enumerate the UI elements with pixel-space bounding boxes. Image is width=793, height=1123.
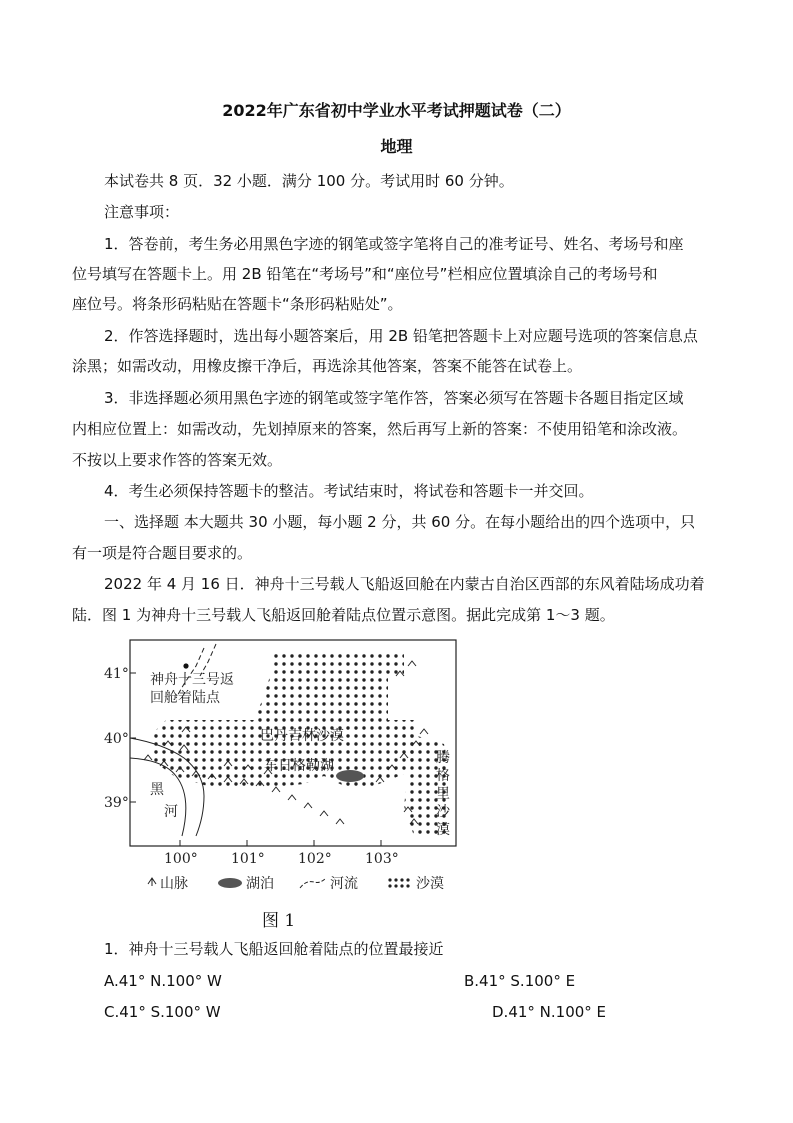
figure-caption: 图 1 [262, 911, 296, 931]
notice-3-line-1: 3．非选择题必须用黑色字迹的钢笔或签字笔作答，答案必须写在答题卡各题目指定区域 [104, 389, 684, 407]
notice-3-line-2: 内相应位置上：如需改动，先划掉原来的答案，然后再写上新的答案：不使用铅笔和涂改液。 [72, 420, 688, 438]
lat-40: 40° [104, 731, 129, 747]
notice-1-line-3: 座位号。将条形码粘贴在答题卡“条形码粘贴处”。 [72, 295, 403, 313]
intro-text: 本试卷共 8 页．32 小题．满分 100 分。考试用时 60 分钟。 [104, 172, 514, 190]
option-d: D.41° N.100° E [492, 1003, 607, 1021]
option-b: B.41° S.100° E [464, 972, 576, 990]
passage-line-2: 陆．图 1 为神舟十三号载人飞船返回舱着陆点位置示意图。据此完成第 1～3 题。 [72, 606, 615, 624]
desert2-label-5: 漠 [436, 822, 450, 838]
landing-point [183, 663, 188, 668]
legend-lake-label: 湖泊 [246, 876, 274, 892]
notice-4-line-1: 4．考生必须保持答题卡的整洁。考试结束时，将试卷和答题卡一并交回。 [104, 482, 594, 500]
notice-heading: 注意事项： [104, 203, 180, 221]
paper-subject: 地理 [380, 137, 413, 156]
lon-101: 101° [231, 851, 265, 867]
legend-mountain-label: 山脉 [160, 876, 188, 892]
notice-2-line-1: 2．作答选择题时，选出每小题答案后，用 2B 铅笔把答题卡上对应题号选项的答案信息点 [104, 327, 698, 345]
tengger-desert [404, 732, 450, 836]
lake-label: 车日格勒湖 [264, 758, 334, 774]
notice-1-line-1: 1．答卷前，考生务必用黑色字迹的钢笔或签字笔将自己的准考证号、姓名、考场号和座 [104, 235, 684, 253]
legend-lake-icon [218, 878, 242, 888]
lat-39: 39° [104, 795, 129, 811]
desert1-label: 巴丹吉林沙漠 [260, 728, 344, 744]
desert2-label-3: 里 [436, 786, 450, 802]
option-a: A.41° N.100° W [104, 972, 222, 990]
lon-100: 100° [164, 851, 198, 867]
landing-label-2: 回舱着陆点 [150, 690, 220, 706]
legend-river-icon [300, 878, 326, 888]
section-1-line-1: 一、选择题 本大题共 30 小题，每小题 2 分，共 60 分。在每小题给出的四个选项中，只 [104, 513, 696, 531]
passage-line-1: 2022 年 4 月 16 日．神舟十三号载人飞船返回舱在内蒙古自治区西部的东风着陆场成功着 [104, 575, 705, 593]
lon-103: 103° [365, 851, 399, 867]
notice-2-line-2: 涂黑；如需改动，用橡皮擦干净后，再选涂其他答案，答案不能答在试卷上。 [72, 357, 583, 375]
notice-3-line-3: 不按以上要求作答的答案无效。 [72, 451, 283, 469]
legend-river-label: 河流 [330, 876, 358, 892]
lat-41: 41° [104, 666, 129, 682]
legend-desert-label: 沙漠 [416, 876, 444, 892]
section-1-line-2: 有一项是符合题目要求的。 [72, 544, 253, 562]
lon-102: 102° [298, 851, 332, 867]
desert2-label-1: 腾 [436, 750, 450, 766]
location-map [104, 636, 464, 894]
river-label-2: 河 [164, 804, 178, 820]
question-1-stem: 1．神舟十三号载人飞船返回舱着陆点的位置最接近 [104, 940, 444, 958]
desert2-label-2: 格 [436, 768, 450, 784]
landing-label-1: 神舟十三号返 [150, 672, 234, 688]
option-c: C.41° S.100° W [104, 1003, 221, 1021]
desert2-label-4: 沙 [436, 804, 450, 820]
lake-shape [336, 770, 364, 782]
paper-title: 2022年广东省初中学业水平考试押题试卷（二） [222, 101, 571, 120]
legend-desert-icon [388, 878, 409, 887]
legend-mountain-icon [148, 878, 156, 886]
notice-1-line-2: 位号填写在答题卡上。用 2B 铅笔在“考场号”和“座位号”栏相应位置填涂自己的考场号和 [72, 265, 658, 283]
river-label-1: 黑 [150, 782, 164, 798]
